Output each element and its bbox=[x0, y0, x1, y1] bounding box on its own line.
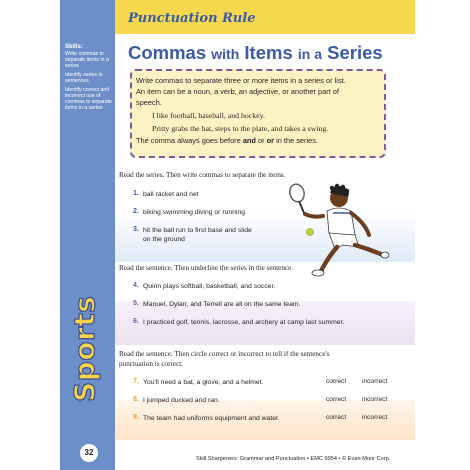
rule-text-part: The comma always goes before bbox=[136, 136, 243, 145]
incorrect-choice[interactable]: incorrect bbox=[362, 378, 388, 385]
skill-item: Identify correct and incorrect use of commas to separate items in a series bbox=[65, 87, 112, 111]
instruction: Read the sentence. Then underline the series in the sentence. bbox=[119, 264, 294, 272]
rule-text-part: in the series. bbox=[274, 136, 319, 145]
incorrect-choice[interactable]: incorrect bbox=[362, 414, 388, 421]
exercise-item: Manuel, Dylan, and Terrell are all on the same team. bbox=[143, 301, 301, 308]
instruction: Read the sentence. Then circle correct or incorrect to tell if the sentence's bbox=[119, 350, 330, 358]
exercise-item: Quinn plays softball, basketball, and soccer. bbox=[143, 283, 276, 290]
tennis-ball-icon bbox=[307, 229, 314, 236]
item-number: 2. bbox=[133, 208, 139, 215]
exercise-item: You'll need a bat, a glove, and a helmet. bbox=[143, 379, 264, 386]
skill-item: Write commas to separate items in a series bbox=[65, 51, 109, 69]
correct-choice[interactable]: correct bbox=[326, 396, 347, 403]
page-number: 32 bbox=[80, 444, 98, 462]
incorrect-choice[interactable]: incorrect bbox=[362, 396, 388, 403]
item-number: 8. bbox=[133, 396, 139, 403]
rule-keyword: and bbox=[242, 136, 256, 145]
rule-title: Punctuation Rule bbox=[128, 11, 256, 26]
item-number: 3. bbox=[133, 226, 139, 233]
skill-item: Identify series in sentences bbox=[65, 72, 103, 84]
rule-text: An item can be a noun, a verb, an adjective, or another part of bbox=[136, 87, 339, 96]
item-number: 6. bbox=[133, 318, 139, 325]
footer: Skill Sharpeners: Grammar and Punctuation • EMC 9954 • © Evan-Moor Corp. bbox=[196, 456, 391, 462]
instruction: Read the series. Then write commas to separate the items. bbox=[119, 171, 286, 179]
title-word: Items bbox=[244, 42, 293, 63]
example-sentence: I like football, baseball, and hockey. bbox=[152, 111, 265, 120]
racket-icon bbox=[288, 183, 306, 204]
item-number: 1. bbox=[133, 190, 139, 197]
title-word: Series bbox=[327, 42, 383, 63]
skills-panel bbox=[65, 44, 113, 114]
rule-text bbox=[136, 136, 318, 146]
exercise-item: hit the ball run to first base and slide bbox=[143, 227, 252, 234]
title-word: in a bbox=[297, 46, 323, 62]
exercise-item: The team had uniforms equipment and water. bbox=[143, 415, 280, 422]
example-sentence: Pritty grabs the bat, steps to the plate, and takes a swing. bbox=[152, 124, 329, 133]
exercise-item: ball racket and net bbox=[143, 191, 199, 198]
item-number: 7. bbox=[133, 378, 139, 385]
correct-choice[interactable]: correct bbox=[326, 378, 347, 385]
exercise-item: I practiced golf, tennis, lacrosse, and archery at camp last summer. bbox=[143, 319, 345, 326]
exercise-item: on the ground bbox=[143, 236, 185, 243]
item-number: 4. bbox=[133, 282, 139, 289]
skills-title: Skills: bbox=[65, 44, 83, 50]
rule-keyword: or bbox=[266, 136, 275, 145]
instruction: punctuation is correct. bbox=[119, 360, 184, 368]
rule-text-part: or bbox=[255, 136, 267, 145]
rule-text: Write commas to separate three or more items in a series or list. bbox=[136, 76, 346, 85]
tennis-player-illustration bbox=[285, 183, 390, 281]
correct-choice[interactable]: correct bbox=[326, 414, 347, 421]
item-number: 9. bbox=[133, 414, 139, 421]
title-word: Commas bbox=[128, 42, 207, 63]
page-title bbox=[128, 42, 383, 64]
title-word: with bbox=[211, 46, 240, 62]
item-number: 5. bbox=[133, 300, 139, 307]
section-label: Sports bbox=[68, 295, 101, 402]
exercise-item: biking swimming diving or running bbox=[143, 209, 245, 216]
rule-text: speech. bbox=[136, 98, 162, 107]
exercise-item: I jumped ducked and ran. bbox=[143, 397, 220, 404]
